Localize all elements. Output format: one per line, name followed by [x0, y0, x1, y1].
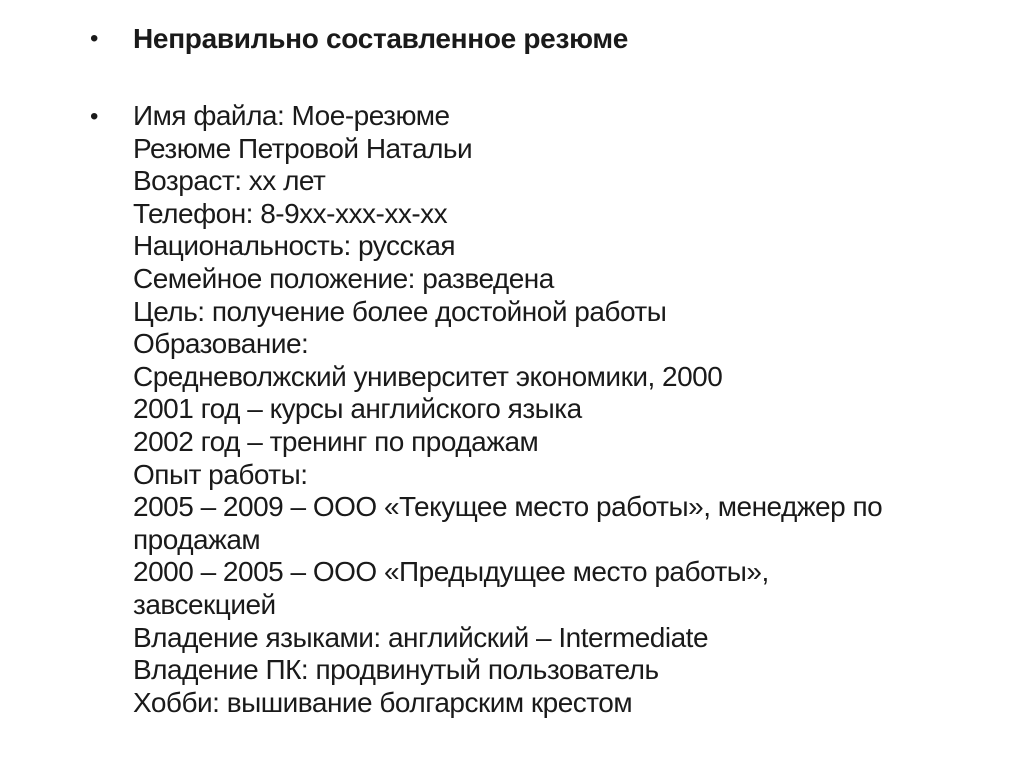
- resume-line-nationality: Национальность: русская: [133, 230, 456, 262]
- resume-line-filename: Имя файла: Мое-резюме: [133, 100, 450, 131]
- resume-bullet-item: [90, 100, 882, 719]
- resume-line-job-current: 2005 – 2009 – ООО «Текущее место работы», менеджер по: [133, 491, 883, 523]
- slide-title: Неправильно составленное резюме: [133, 23, 629, 54]
- resume-line-goal: Цель: получение более достойной работы: [133, 295, 667, 327]
- resume-line-job-previous: 2000 – 2005 – ООО «Предыдущее место работы»,: [133, 556, 769, 588]
- resume-line-education-header: Образование:: [133, 328, 309, 360]
- resume-line-university: Средневолжский университет экономики, 2000: [133, 360, 723, 392]
- resume-line-training-2002: 2002 год – тренинг по продажам: [133, 425, 539, 457]
- resume-line-age: Возраст: хх лет: [133, 165, 326, 197]
- resume-line-job-previous-wrap: завсекцией: [133, 588, 276, 620]
- resume-line-job-current-wrap: продажам: [133, 523, 261, 555]
- resume-line-languages: Владение языками: английский – Intermediate: [133, 621, 709, 653]
- bullet-icon: •: [90, 25, 99, 52]
- resume-line-phone: Телефон: 8-9хх-ххх-хх-хх: [133, 197, 448, 229]
- resume-line-pc-skills: Владение ПК: продвинутый пользователь: [133, 654, 659, 686]
- title-bullet-item: [90, 22, 628, 55]
- resume-line-marital-status: Семейное положение: разведена: [133, 262, 554, 294]
- resume-line-name: Резюме Петровой Натальи: [133, 132, 473, 164]
- resume-line-hobby: Хобби: вышивание болгарским крестом: [133, 686, 633, 718]
- resume-line-experience-header: Опыт работы:: [133, 458, 308, 490]
- resume-line-courses-2001: 2001 год – курсы английского языка: [133, 393, 582, 425]
- bullet-icon: •: [90, 103, 99, 130]
- resume-text-block: [133, 100, 882, 719]
